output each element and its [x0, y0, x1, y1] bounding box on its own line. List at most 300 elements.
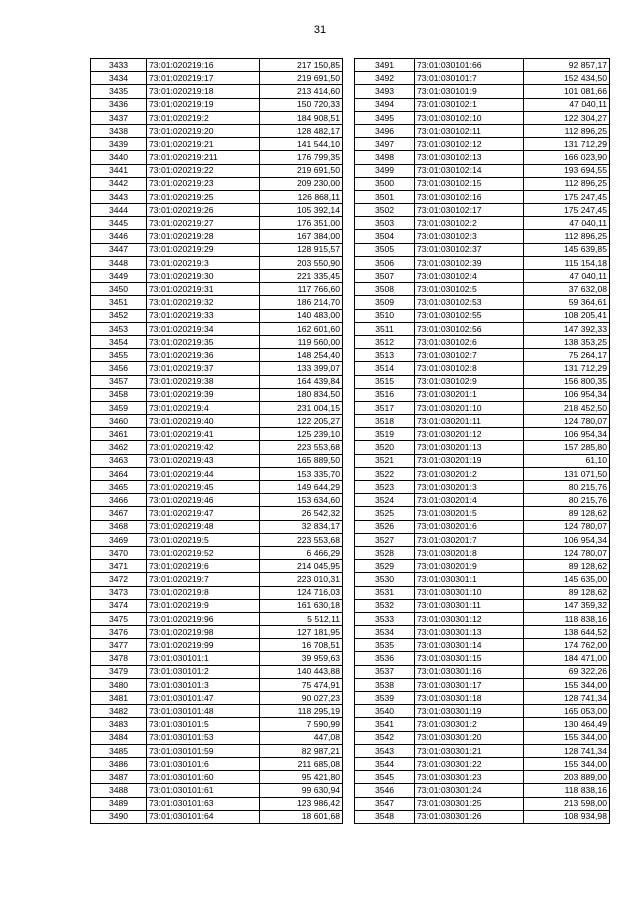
row-number: 3472: [91, 573, 147, 586]
row-number: 3519: [355, 428, 415, 441]
cadastral-value: 223 553,68: [260, 441, 343, 454]
row-number: 3460: [91, 415, 147, 428]
cadastral-number: 73:01:030102:39: [415, 256, 524, 269]
row-number: 3447: [91, 243, 147, 256]
cadastral-value: 131 712,29: [524, 362, 610, 375]
table-row: [91, 810, 343, 823]
cadastral-number: 73:01:030301:17: [415, 678, 524, 691]
row-number: 3491: [355, 59, 415, 72]
row-number: 3438: [91, 124, 147, 137]
cadastral-number: 73:01:020219:99: [147, 639, 260, 652]
row-number: 3507: [355, 270, 415, 283]
table-row: [91, 256, 343, 269]
table-row: [355, 375, 610, 388]
cadastral-value: 231 004,15: [260, 401, 343, 414]
row-number: 3490: [91, 810, 147, 823]
table-row: [355, 560, 610, 573]
row-number: 3526: [355, 520, 415, 533]
table-row: [91, 72, 343, 85]
table-row: [91, 309, 343, 322]
table-row: [91, 85, 343, 98]
cadastral-value: 118 838,16: [524, 612, 610, 625]
cadastral-number: 73:01:030102:6: [415, 335, 524, 348]
table-row: [355, 652, 610, 665]
cadastral-value: 99 630,94: [260, 784, 343, 797]
cadastral-number: 73:01:030101:48: [147, 705, 260, 718]
table-row: [355, 612, 610, 625]
table-row: [91, 546, 343, 559]
cadastral-table-left: [90, 58, 343, 824]
cadastral-number: 73:01:020219:30: [147, 270, 260, 283]
table-row: [91, 204, 343, 217]
table-row: [355, 322, 610, 335]
row-number: 3498: [355, 151, 415, 164]
row-number: 3536: [355, 652, 415, 665]
cadastral-value: 213 414,60: [260, 85, 343, 98]
cadastral-value: 122 205,27: [260, 415, 343, 428]
row-number: 3476: [91, 626, 147, 639]
row-number: 3501: [355, 190, 415, 203]
table-row: [355, 388, 610, 401]
table-row: [355, 441, 610, 454]
table-row: [355, 401, 610, 414]
cadastral-value: 193 694,55: [524, 164, 610, 177]
row-number: 3473: [91, 586, 147, 599]
cadastral-number: 73:01:020219:4: [147, 401, 260, 414]
table-row: [91, 652, 343, 665]
cadastral-value: 131 071,50: [524, 467, 610, 480]
row-number: 3500: [355, 177, 415, 190]
cadastral-value: 213 598,00: [524, 797, 610, 810]
row-number: 3497: [355, 138, 415, 151]
cadastral-number: 73:01:020219:27: [147, 217, 260, 230]
row-number: 3534: [355, 626, 415, 639]
cadastral-number: 73:01:030101:63: [147, 797, 260, 810]
cadastral-number: 73:01:030201:13: [415, 441, 524, 454]
row-number: 3521: [355, 454, 415, 467]
cadastral-number: 73:01:020219:41: [147, 428, 260, 441]
table-row: [355, 335, 610, 348]
table-row: [355, 190, 610, 203]
table-row: [91, 665, 343, 678]
table-row: [91, 757, 343, 770]
table-row: [355, 138, 610, 151]
row-number: 3543: [355, 744, 415, 757]
table-row: [91, 771, 343, 784]
table-row: [91, 283, 343, 296]
cadastral-number: 73:01:020219:44: [147, 467, 260, 480]
row-number: 3545: [355, 771, 415, 784]
cadastral-value: 223 553,68: [260, 533, 343, 546]
cadastral-number: 73:01:020219:7: [147, 573, 260, 586]
cadastral-value: 89 128,62: [524, 586, 610, 599]
row-number: 3458: [91, 388, 147, 401]
row-number: 3449: [91, 270, 147, 283]
cadastral-value: 165 053,00: [524, 705, 610, 718]
row-number: 3510: [355, 309, 415, 322]
cadastral-number: 73:01:030301:21: [415, 744, 524, 757]
cadastral-number: 73:01:030301:24: [415, 784, 524, 797]
cadastral-number: 73:01:020219:32: [147, 296, 260, 309]
cadastral-number: 73:01:030201:3: [415, 481, 524, 494]
row-number: 3509: [355, 296, 415, 309]
cadastral-number: 73:01:030201:8: [415, 546, 524, 559]
table-row: [355, 283, 610, 296]
table-row: [355, 678, 610, 691]
row-number: 3531: [355, 586, 415, 599]
cadastral-number: 73:01:020219:26: [147, 204, 260, 217]
cadastral-number: 73:01:030301:11: [415, 599, 524, 612]
table-row: [91, 124, 343, 137]
cadastral-table-left-body: [91, 59, 343, 824]
row-number: 3480: [91, 678, 147, 691]
cadastral-number: 73:01:020219:8: [147, 586, 260, 599]
table-row: [355, 757, 610, 770]
table-row: [355, 573, 610, 586]
table-row: [91, 718, 343, 731]
row-number: 3533: [355, 612, 415, 625]
cadastral-number: 73:01:030301:22: [415, 757, 524, 770]
cadastral-value: 95 421,80: [260, 771, 343, 784]
cadastral-value: 145 635,00: [524, 573, 610, 586]
cadastral-value: 47 040,11: [524, 270, 610, 283]
cadastral-value: 118 295,19: [260, 705, 343, 718]
table-row: [355, 243, 610, 256]
row-number: 3434: [91, 72, 147, 85]
cadastral-number: 73:01:030301:26: [415, 810, 524, 823]
cadastral-number: 73:01:030102:13: [415, 151, 524, 164]
table-row: [355, 428, 610, 441]
row-number: 3532: [355, 599, 415, 612]
cadastral-number: 73:01:030102:17: [415, 204, 524, 217]
row-number: 3478: [91, 652, 147, 665]
cadastral-value: 123 986,42: [260, 797, 343, 810]
cadastral-number: 73:01:020219:36: [147, 349, 260, 362]
cadastral-number: 73:01:030102:7: [415, 349, 524, 362]
row-number: 3489: [91, 797, 147, 810]
row-number: 3444: [91, 204, 147, 217]
cadastral-value: 211 685,08: [260, 757, 343, 770]
cadastral-value: 165 889,50: [260, 454, 343, 467]
cadastral-value: 180 834,50: [260, 388, 343, 401]
cadastral-number: 73:01:020219:52: [147, 546, 260, 559]
cadastral-value: 218 452,50: [524, 401, 610, 414]
table-row: [91, 415, 343, 428]
cadastral-value: 32 834,17: [260, 520, 343, 533]
cadastral-number: 73:01:030301:12: [415, 612, 524, 625]
cadastral-value: 128 915,57: [260, 243, 343, 256]
cadastral-number: 73:01:030102:4: [415, 270, 524, 283]
cadastral-value: 138 353,25: [524, 335, 610, 348]
table-row: [355, 546, 610, 559]
row-number: 3469: [91, 533, 147, 546]
table-row: [355, 72, 610, 85]
row-number: 3455: [91, 349, 147, 362]
cadastral-number: 73:01:030201:2: [415, 467, 524, 480]
row-number: 3466: [91, 494, 147, 507]
cadastral-number: 73:01:020219:23: [147, 177, 260, 190]
row-number: 3515: [355, 375, 415, 388]
cadastral-number: 73:01:030301:20: [415, 731, 524, 744]
table-row: [91, 441, 343, 454]
table-row: [91, 573, 343, 586]
row-number: 3541: [355, 718, 415, 731]
cadastral-number: 73:01:030101:3: [147, 678, 260, 691]
cadastral-value: 186 214,70: [260, 296, 343, 309]
table-row: [91, 111, 343, 124]
cadastral-value: 175 247,45: [524, 190, 610, 203]
row-number: 3484: [91, 731, 147, 744]
table-row: [91, 731, 343, 744]
row-number: 3496: [355, 124, 415, 137]
cadastral-value: 125 239,10: [260, 428, 343, 441]
row-number: 3511: [355, 322, 415, 335]
cadastral-number: 73:01:030102:16: [415, 190, 524, 203]
cadastral-value: 106 954,34: [524, 428, 610, 441]
table-row: [355, 731, 610, 744]
cadastral-value: 47 040,11: [524, 217, 610, 230]
cadastral-value: 141 544,10: [260, 138, 343, 151]
cadastral-number: 73:01:030101:47: [147, 692, 260, 705]
cadastral-value: 219 691,50: [260, 72, 343, 85]
row-number: 3520: [355, 441, 415, 454]
cadastral-number: 73:01:020219:6: [147, 560, 260, 573]
cadastral-value: 128 741,34: [524, 692, 610, 705]
row-number: 3502: [355, 204, 415, 217]
cadastral-value: 112 896,25: [524, 230, 610, 243]
cadastral-value: 219 691,50: [260, 164, 343, 177]
cadastral-number: 73:01:030102:53: [415, 296, 524, 309]
cadastral-number: 73:01:020219:2: [147, 111, 260, 124]
row-number: 3437: [91, 111, 147, 124]
row-number: 3453: [91, 322, 147, 335]
row-number: 3506: [355, 256, 415, 269]
cadastral-number: 73:01:030102:15: [415, 177, 524, 190]
cadastral-value: 174 762,00: [524, 639, 610, 652]
cadastral-value: 153 335,70: [260, 467, 343, 480]
cadastral-value: 161 630,18: [260, 599, 343, 612]
row-number: 3513: [355, 349, 415, 362]
row-number: 3537: [355, 665, 415, 678]
cadastral-number: 73:01:030301:1: [415, 573, 524, 586]
row-number: 3464: [91, 467, 147, 480]
cadastral-value: 223 010,31: [260, 573, 343, 586]
cadastral-number: 73:01:030201:6: [415, 520, 524, 533]
table-row: [355, 230, 610, 243]
table-row: [355, 85, 610, 98]
cadastral-value: 61,10: [524, 454, 610, 467]
row-number: 3488: [91, 784, 147, 797]
cadastral-value: 157 285,80: [524, 441, 610, 454]
table-row: [91, 322, 343, 335]
table-row: [91, 533, 343, 546]
cadastral-number: 73:01:030101:61: [147, 784, 260, 797]
row-number: 3479: [91, 665, 147, 678]
table-row: [355, 481, 610, 494]
cadastral-number: 73:01:030102:14: [415, 164, 524, 177]
cadastral-value: 92 857,17: [524, 59, 610, 72]
table-row: [355, 705, 610, 718]
row-number: 3467: [91, 507, 147, 520]
cadastral-value: 152 434,50: [524, 72, 610, 85]
row-number: 3482: [91, 705, 147, 718]
table-row: [355, 177, 610, 190]
cadastral-number: 73:01:020219:42: [147, 441, 260, 454]
table-row: [91, 138, 343, 151]
cadastral-number: 73:01:020219:34: [147, 322, 260, 335]
table-row: [91, 705, 343, 718]
row-number: 3535: [355, 639, 415, 652]
cadastral-value: 105 392,14: [260, 204, 343, 217]
cadastral-value: 124 780,07: [524, 415, 610, 428]
row-number: 3495: [355, 111, 415, 124]
cadastral-value: 128 741,34: [524, 744, 610, 757]
row-number: 3462: [91, 441, 147, 454]
cadastral-number: 73:01:030102:2: [415, 217, 524, 230]
table-row: [355, 665, 610, 678]
cadastral-number: 73:01:020219:37: [147, 362, 260, 375]
cadastral-number: 73:01:030301:15: [415, 652, 524, 665]
cadastral-value: 162 601,60: [260, 322, 343, 335]
table-row: [91, 494, 343, 507]
cadastral-value: 75 264,17: [524, 349, 610, 362]
cadastral-value: 203 550,90: [260, 256, 343, 269]
table-row: [355, 692, 610, 705]
table-row: [91, 401, 343, 414]
cadastral-number: 73:01:030101:60: [147, 771, 260, 784]
table-row: [91, 467, 343, 480]
table-row: [91, 692, 343, 705]
cadastral-value: 164 439,84: [260, 375, 343, 388]
cadastral-number: 73:01:030101:66: [415, 59, 524, 72]
row-number: 3456: [91, 362, 147, 375]
cadastral-value: 18 601,68: [260, 810, 343, 823]
row-number: 3530: [355, 573, 415, 586]
cadastral-value: 122 304,27: [524, 111, 610, 124]
cadastral-value: 75 474,91: [260, 678, 343, 691]
table-row: [91, 349, 343, 362]
row-number: 3524: [355, 494, 415, 507]
table-row: [355, 256, 610, 269]
table-row: [91, 270, 343, 283]
cadastral-value: 119 560,00: [260, 335, 343, 348]
row-number: 3505: [355, 243, 415, 256]
row-number: 3529: [355, 560, 415, 573]
cadastral-number: 73:01:020219:19: [147, 98, 260, 111]
cadastral-value: 124 780,07: [524, 520, 610, 533]
cadastral-number: 73:01:020219:31: [147, 283, 260, 296]
cadastral-value: 47 040,11: [524, 98, 610, 111]
table-row: [91, 151, 343, 164]
row-number: 3448: [91, 256, 147, 269]
cadastral-table-right-body: [355, 59, 610, 824]
row-number: 3441: [91, 164, 147, 177]
row-number: 3512: [355, 335, 415, 348]
cadastral-value: 447,08: [260, 731, 343, 744]
cadastral-value: 133 399,07: [260, 362, 343, 375]
cadastral-value: 155 344,00: [524, 678, 610, 691]
cadastral-value: 209 230,00: [260, 177, 343, 190]
cadastral-number: 73:01:030301:2: [415, 718, 524, 731]
cadastral-number: 73:01:020219:3: [147, 256, 260, 269]
row-number: 3463: [91, 454, 147, 467]
cadastral-value: 37 632,08: [524, 283, 610, 296]
cadastral-value: 126 868,11: [260, 190, 343, 203]
cadastral-number: 73:01:020219:20: [147, 124, 260, 137]
table-row: [355, 217, 610, 230]
row-number: 3523: [355, 481, 415, 494]
row-number: 3518: [355, 415, 415, 428]
cadastral-number: 73:01:020219:22: [147, 164, 260, 177]
table-row: [355, 639, 610, 652]
table-row: [91, 626, 343, 639]
cadastral-number: 73:01:020219:211: [147, 151, 260, 164]
row-number: 3539: [355, 692, 415, 705]
cadastral-value: 150 720,33: [260, 98, 343, 111]
table-row: [91, 797, 343, 810]
row-number: 3517: [355, 401, 415, 414]
table-row: [91, 560, 343, 573]
row-number: 3485: [91, 744, 147, 757]
table-row: [355, 626, 610, 639]
row-number: 3445: [91, 217, 147, 230]
cadastral-value: 176 351,00: [260, 217, 343, 230]
cadastral-value: 147 359,32: [524, 599, 610, 612]
row-number: 3494: [355, 98, 415, 111]
cadastral-value: 5 512,11: [260, 612, 343, 625]
cadastral-value: 138 644,52: [524, 626, 610, 639]
table-row: [355, 533, 610, 546]
table-row: [91, 507, 343, 520]
cadastral-number: 73:01:030301:19: [415, 705, 524, 718]
row-number: 3454: [91, 335, 147, 348]
cadastral-value: 145 639,85: [524, 243, 610, 256]
row-number: 3527: [355, 533, 415, 546]
table-row: [91, 428, 343, 441]
cadastral-value: 127 181,95: [260, 626, 343, 639]
cadastral-number: 73:01:030102:11: [415, 124, 524, 137]
table-row: [355, 270, 610, 283]
cadastral-number: 73:01:030101:59: [147, 744, 260, 757]
cadastral-value: 147 392,33: [524, 322, 610, 335]
cadastral-value: 184 908,51: [260, 111, 343, 124]
row-number: 3548: [355, 810, 415, 823]
cadastral-value: 112 896,25: [524, 124, 610, 137]
cadastral-value: 59 364,61: [524, 296, 610, 309]
cadastral-number: 73:01:030101:2: [147, 665, 260, 678]
cadastral-number: 73:01:030101:64: [147, 810, 260, 823]
table-row: [91, 230, 343, 243]
cadastral-number: 73:01:020219:29: [147, 243, 260, 256]
row-number: 3483: [91, 718, 147, 731]
table-row: [355, 810, 610, 823]
row-number: 3540: [355, 705, 415, 718]
cadastral-number: 73:01:020219:16: [147, 59, 260, 72]
cadastral-value: 131 712,29: [524, 138, 610, 151]
row-number: 3439: [91, 138, 147, 151]
row-number: 3459: [91, 401, 147, 414]
cadastral-number: 73:01:030201:4: [415, 494, 524, 507]
table-row: [91, 678, 343, 691]
cadastral-value: 149 644,29: [260, 481, 343, 494]
table-row: [91, 375, 343, 388]
table-row: [355, 164, 610, 177]
table-row: [355, 718, 610, 731]
row-number: 3547: [355, 797, 415, 810]
row-number: 3538: [355, 678, 415, 691]
table-row: [355, 124, 610, 137]
cadastral-number: 73:01:020219:35: [147, 335, 260, 348]
